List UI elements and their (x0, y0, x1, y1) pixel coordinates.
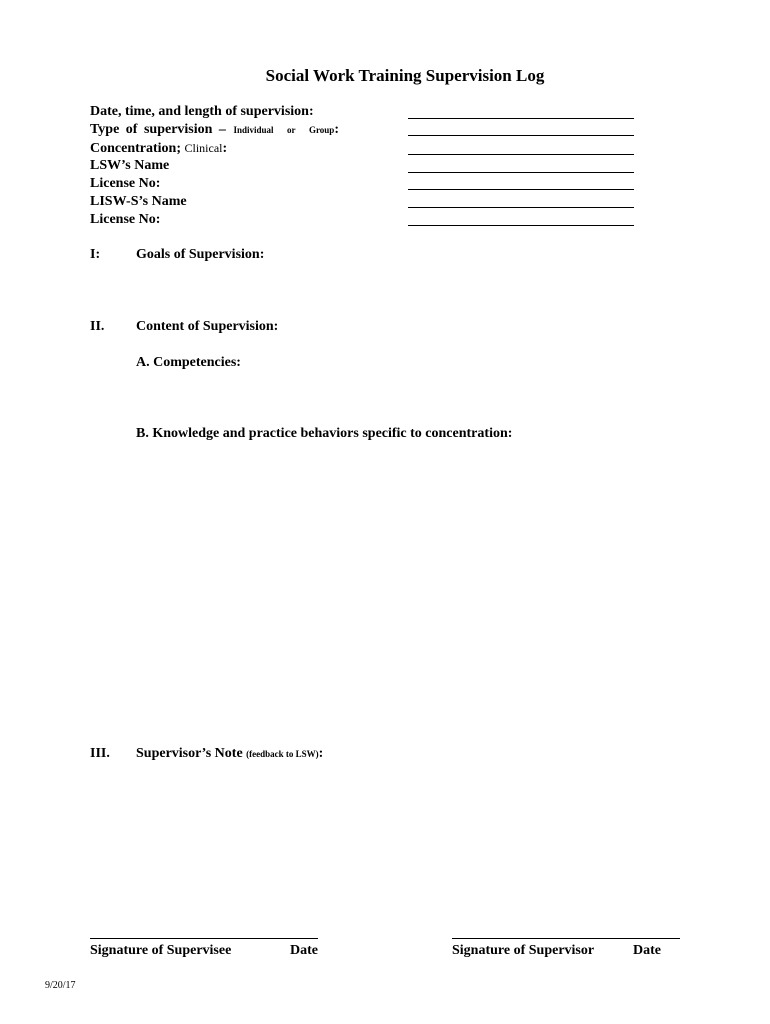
section-2-title: Content of Supervision: (136, 319, 279, 334)
concentration-blank[interactable] (408, 154, 634, 155)
section-3-subtitle: (feedback to LSW) (246, 749, 319, 759)
license-no-blank-1[interactable] (408, 189, 634, 190)
lisws-name-label: LISW-S’s Name (90, 194, 187, 209)
section-3-colon: : (318, 746, 324, 761)
license-no-blank-2[interactable] (408, 225, 634, 226)
supervisor-signature-label: Signature of Supervisor (452, 943, 595, 958)
type-colon: : (334, 122, 339, 137)
concentration-label (90, 139, 227, 158)
concentration-clinical: Clinical (184, 141, 223, 155)
supervisee-signature-line[interactable] (90, 938, 318, 939)
supervisor-signature-line[interactable] (452, 938, 680, 939)
footer-date: 9/20/17 (45, 980, 76, 991)
section-1-title: Goals of Supervision: (136, 247, 265, 262)
license-no-label-2: License No: (90, 212, 161, 227)
lsw-name-label: LSW’s Name (90, 158, 170, 173)
license-no-label-1: License No: (90, 176, 161, 191)
supervisee-date-label: Date (290, 943, 318, 958)
type-group: Group (308, 125, 335, 135)
type-individual: Individual (233, 125, 274, 135)
section-3-title-text: Supervisor’s Note (136, 746, 243, 761)
supervisor-date-label: Date (633, 943, 661, 958)
lsw-name-blank[interactable] (408, 172, 634, 173)
supervisee-signature-label: Signature of Supervisee (90, 943, 232, 958)
concentration-text: Concentration; (90, 141, 181, 156)
date-time-blank[interactable] (408, 118, 634, 119)
type-of-supervision-label (90, 121, 339, 139)
section-2-number: II. (90, 319, 105, 334)
section-3-number: III. (90, 746, 110, 761)
type-label-text: Type of supervision – (90, 122, 226, 137)
lisws-name-blank[interactable] (408, 207, 634, 208)
date-time-label: Date, time, and length of supervision: (90, 104, 314, 119)
section-3-title (136, 746, 323, 762)
concentration-colon: : (222, 141, 228, 156)
section-1-number: I: (90, 247, 101, 262)
section-2a-competencies: A. Competencies: (136, 355, 241, 370)
type-blank[interactable] (408, 135, 634, 136)
section-2b-knowledge: B. Knowledge and practice behaviors specific to concentration: (136, 426, 513, 441)
document-title: Social Work Training Supervision Log (265, 66, 545, 85)
type-or: or (286, 125, 296, 135)
